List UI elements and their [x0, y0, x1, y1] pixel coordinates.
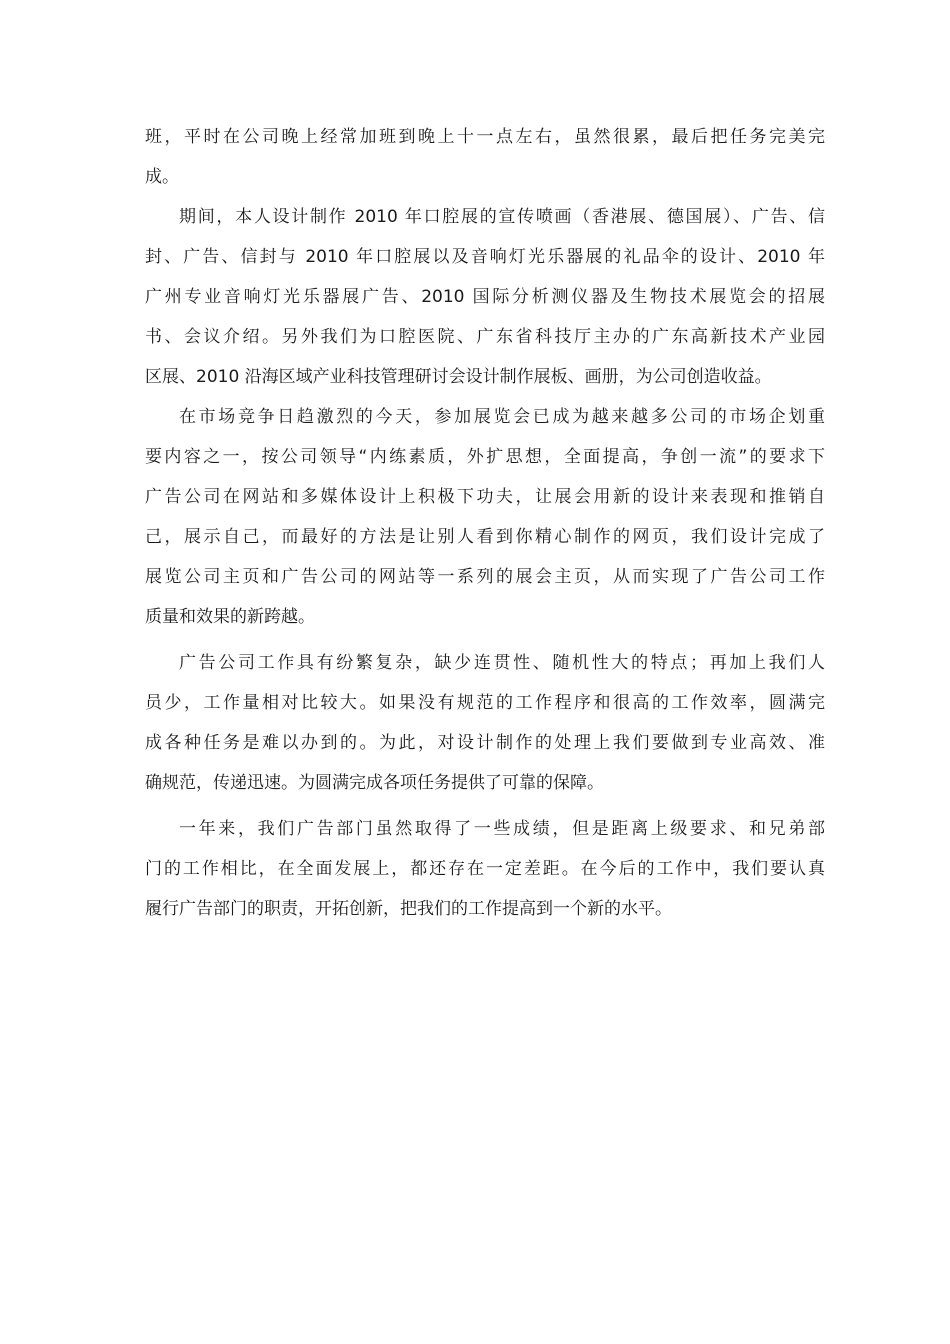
text-line: 成各种任务是难以办到的。为此，对设计制作的处理上我们要做到专业高效、准 — [145, 733, 825, 753]
text-line: 展览公司主页和广告公司的网站等一系列的展会主页，从而实现了广告公司工作 — [145, 567, 825, 587]
text-line: 书、会议介绍。另外我们为口腔医院、广东省科技厅主办的广东高新技术产业园 — [145, 327, 825, 347]
paragraph-4 — [145, 643, 825, 803]
paragraph-2 — [145, 197, 825, 397]
text-line: 门的工作相比，在全面发展上，都还存在一定差距。在今后的工作中，我们要认真 — [145, 859, 825, 879]
text-line: 履行广告部门的职责，开拓创新，把我们的工作提高到一个新的水平。 — [145, 899, 672, 919]
text-line: 一年来，我们广告部门虽然取得了一些成绩，但是距离上级要求、和兄弟部 — [179, 819, 825, 839]
text-line: 己，展示自己，而最好的方法是让别人看到你精心制作的网页，我们设计完成了 — [145, 527, 825, 547]
text-line: 广告公司工作具有纷繁复杂，缺少连贯性、随机性大的特点；再加上我们人 — [179, 653, 825, 673]
text-line: 质量和效果的新跨越。 — [145, 607, 315, 627]
text-line: 确规范，传递迅速。为圆满完成各项任务提供了可靠的保障。 — [145, 773, 604, 793]
text-line: 在市场竞争日趋激烈的今天，参加展览会已成为越来越多公司的市场企划重 — [179, 407, 825, 427]
text-line: 封、广告、信封与 2010 年口腔展以及音响灯光乐器展的礼品伞的设计、2010 年 — [145, 247, 825, 267]
paragraph-5 — [145, 809, 825, 929]
text-line: 广州专业音响灯光乐器展广告、2010 国际分析测仪器及生物技术展览会的招展 — [145, 287, 825, 307]
text-line: 班，平时在公司晚上经常加班到晚上十一点左右，虽然很累，最后把任务完美完 — [145, 127, 825, 147]
text-line: 期间，本人设计制作 2010 年口腔展的宣传喷画（香港展、德国展）、广告、信 — [179, 207, 825, 227]
paragraph-1 — [145, 117, 825, 197]
text-line: 广告公司在网站和多媒体设计上积极下功夫，让展会用新的设计来表现和推销自 — [145, 487, 825, 507]
text-line: 员少，工作量相对比较大。如果没有规范的工作程序和很高的工作效率，圆满完 — [145, 693, 825, 713]
text-line: 要内容之一，按公司领导“内练素质，外扩思想，全面提高，争创一流”的要求下 — [145, 447, 825, 467]
paragraph-3 — [145, 397, 825, 637]
text-line: 成。 — [145, 167, 179, 187]
text-line: 区展、2010 沿海区域产业科技管理研讨会设计制作展板、画册，为公司创造收益。 — [145, 367, 772, 387]
document-body — [145, 117, 825, 929]
